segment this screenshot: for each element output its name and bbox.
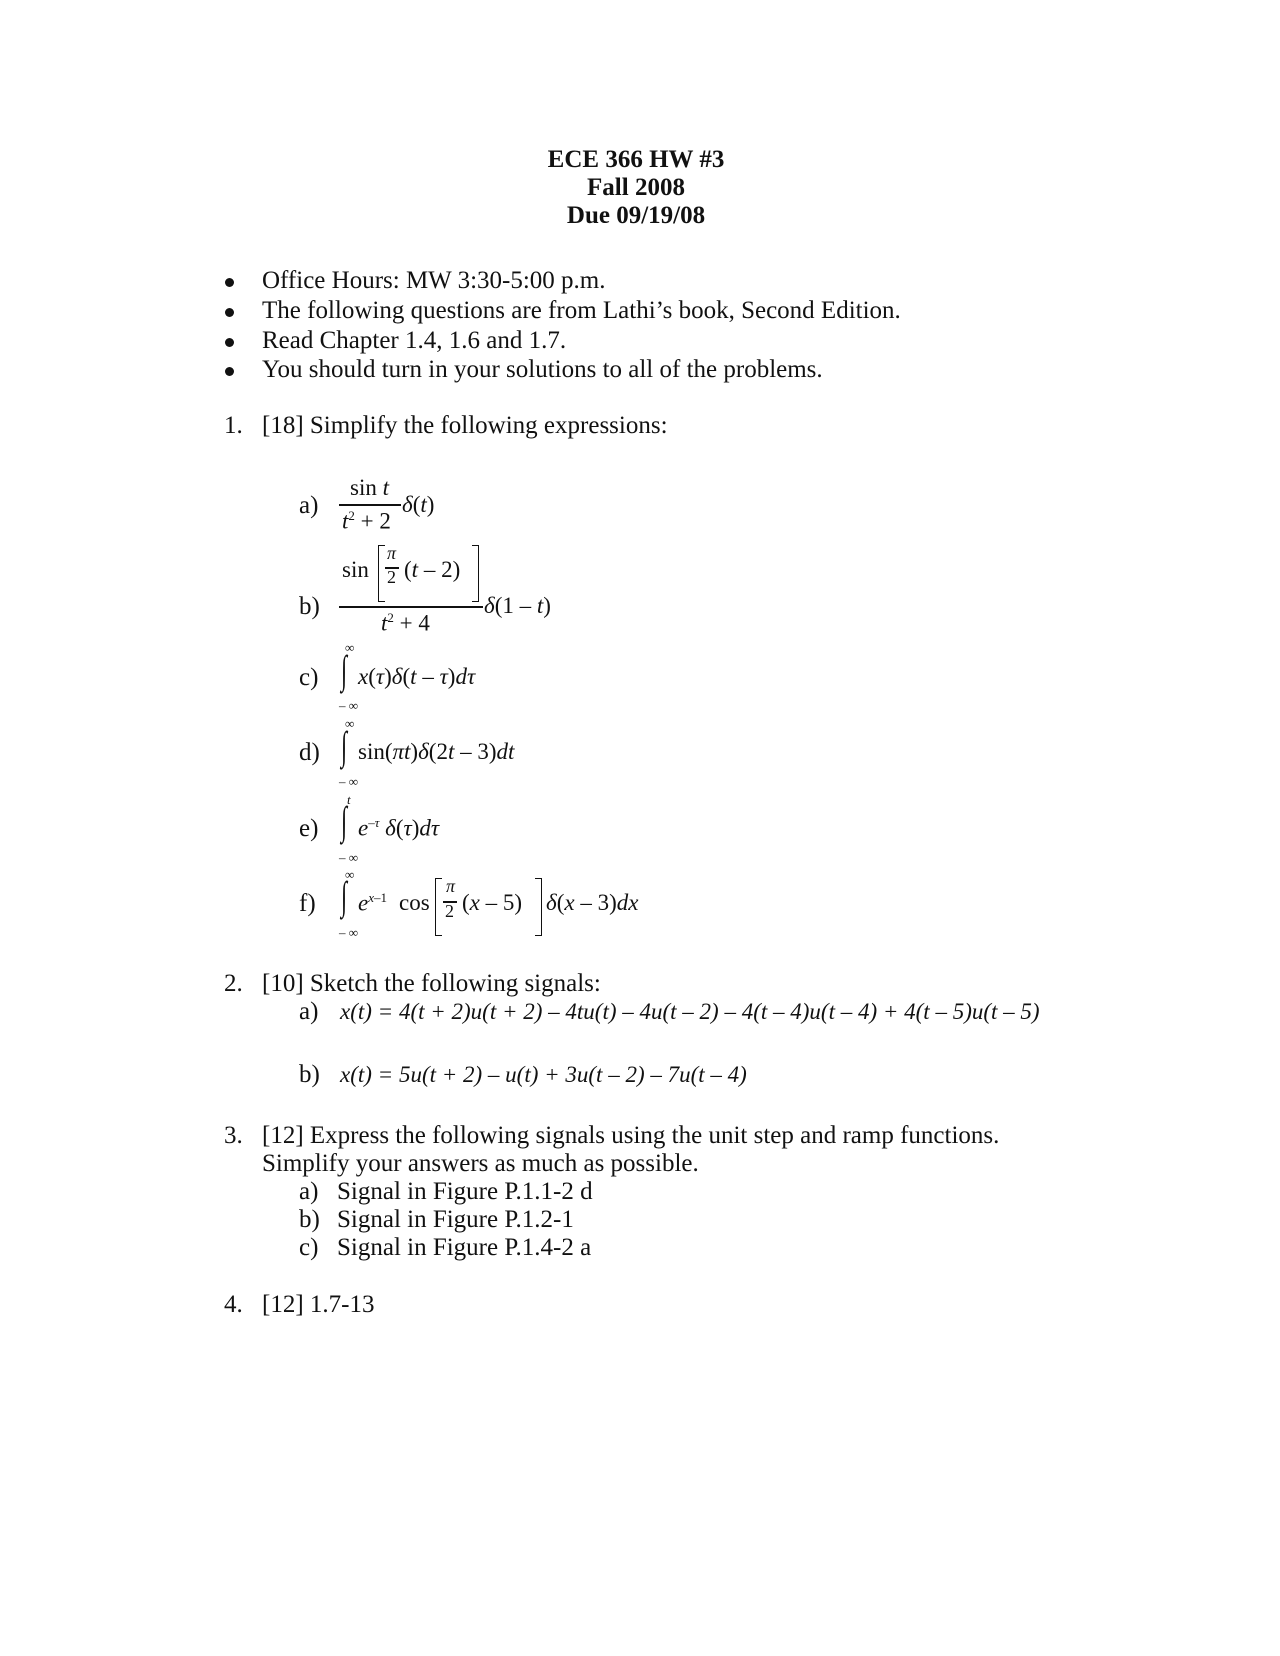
- problem-3c-text: Signal in Figure P.1.4-2 a: [337, 1234, 592, 1261]
- part-f-label: f): [299, 890, 316, 917]
- part-a-label: a): [299, 492, 319, 519]
- problem-2-number: 2.: [224, 970, 243, 997]
- due-date: Due 09/19/08: [566, 202, 706, 229]
- problem-2b-expr: x(t) = 5u(t + 2) – u(t) + 3u(t – 2) – 7u(t – 4): [340, 1062, 747, 1087]
- part-e-label: e): [299, 815, 319, 842]
- problem-1-text: [18] Simplify the following expressions:: [262, 412, 668, 439]
- part-c-label: c): [299, 664, 319, 691]
- part-d-label: d): [299, 739, 320, 766]
- bullet-icon: [225, 367, 234, 376]
- problem-4-number: 4.: [224, 1291, 243, 1318]
- part-b-label: b): [299, 593, 320, 620]
- problem-3b-label: b): [299, 1206, 320, 1233]
- term: Fall 2008: [587, 174, 685, 201]
- problem-2b-label: b): [299, 1061, 320, 1088]
- page: ECE 366 HW #3 Fall 2008 Due 09/19/08 Office Hours: MW 3:30-5:00 p.m. The following questions are from Lathi’s book, Second Edition. Read Chapter 1.4, 1.6 and 1.7. You should turn in your solutions to all of the problems. 1. [18] Simplify the following expressions: a) sin t $t^2 + 2$ δ(t) b) sin π 2 (t – 2) $t^2 + 4$ δ(1 – t) c) ∞ ∫ – ∞ x(τ)δ(t – τ)dτ d) ∞ ∫ – ∞ sin(πt)δ(2t – 3)dt e) t ∫ – ∞ $e^{-\tau}$ δ(τ)dτ f) ∞ ∫ – ∞ $e^{x-1}$ cos π 2 (x – 5) δ(x – 3)dx 2. [10] Sketch the following signals: a) x(t) = 4(t + 2)u(t + 2) – 4tu(t) – 4u(t – 2) – 4(t – 4)u(t – 4) + 4(t – 5)u(t – 5) b) x(t) = 5u(t + 2) – u(t) + 3u(t – 2) – 7u(t – 4) 3. [12] Express the following signals using the unit step and ramp functions. Simplify your answers as much as possible. a) Signal in Figure P.1.1-2 d b) Signal in Figure P.1.2-1 c) Signal in Figure P.1.4-2 a 4. [12] 1.7-13: [224, 146, 1040, 1318]
- bullet-item: The following questions are from Lathi’s book, Second Edition.: [262, 297, 901, 324]
- bullet-item: Office Hours: MW 3:30-5:00 p.m.: [262, 267, 606, 294]
- problem-4-text: [12] 1.7-13: [262, 1291, 375, 1318]
- bullet-item: You should turn in your solutions to all of the problems.: [262, 356, 823, 383]
- problem-3a-label: a): [299, 1178, 319, 1205]
- problem-3b-text: Signal in Figure P.1.2-1: [337, 1206, 574, 1233]
- problem-3-number: 3.: [224, 1122, 243, 1149]
- problem-2a-expr: x(t) = 4(t + 2)u(t + 2) – 4tu(t) – 4u(t – 2) – 4(t – 4)u(t – 4) + 4(t – 5)u(t – 5): [340, 999, 1040, 1024]
- bullet-icon: [225, 308, 234, 317]
- problem-3a-text: Signal in Figure P.1.1-2 d: [337, 1178, 593, 1205]
- problem-3c-label: c): [299, 1234, 319, 1261]
- bullet-item: Read Chapter 1.4, 1.6 and 1.7.: [262, 327, 567, 354]
- bullet-icon: [225, 278, 234, 287]
- bullet-icon: [225, 338, 234, 347]
- problem-3-text: [12] Express the following signals using the unit step and ramp functions.: [262, 1122, 1000, 1149]
- problem-2a-label: a): [299, 998, 319, 1025]
- problem-1-number: 1.: [224, 412, 243, 439]
- problem-3-text-2: Simplify your answers as much as possible.: [262, 1150, 699, 1177]
- problem-2-text: [10] Sketch the following signals:: [262, 970, 601, 997]
- course-title: ECE 366 HW #3: [547, 146, 725, 173]
